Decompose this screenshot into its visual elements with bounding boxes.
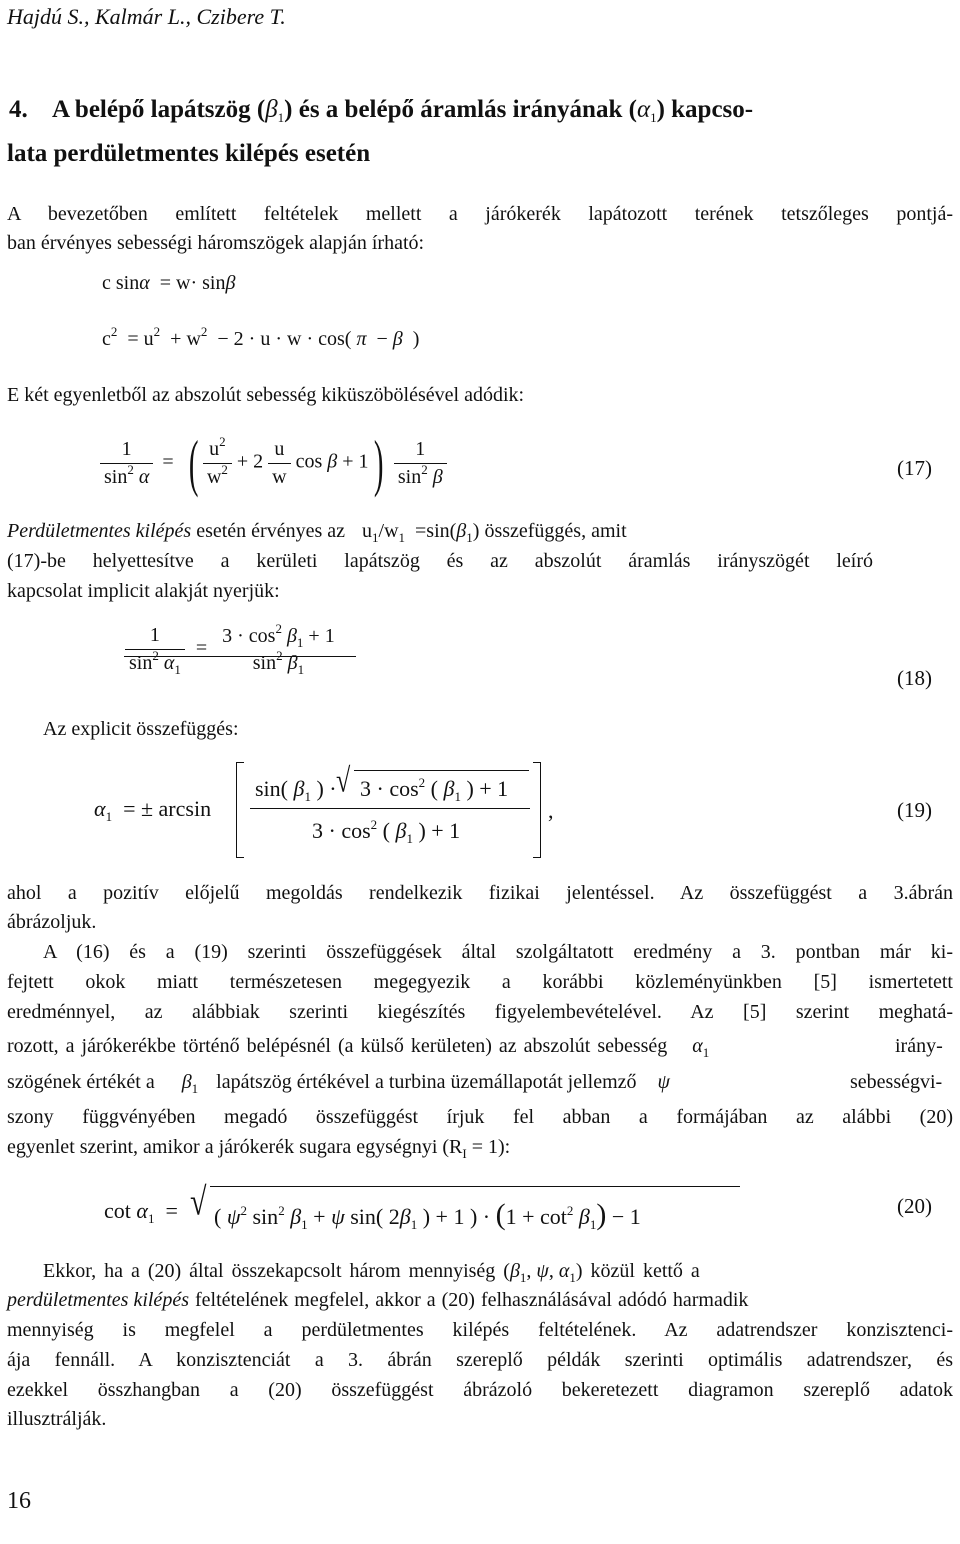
paragraph-line: eredménnyel, az alábbiak szerinti kiegészítés figyelembevételével. Az [5] szerint meghatá-: [7, 1001, 953, 1023]
bracket-right: [533, 762, 541, 858]
equation-number: (19): [897, 798, 932, 822]
paragraph-fragment: egyenlet szerint, amikor a járókerék sugara egységnyi (R: [7, 1136, 463, 1158]
paragraph-fragment: sebességvi-: [850, 1071, 943, 1093]
paragraph-fragment: esetén érvényes az: [191, 520, 351, 542]
paragraph-line: Az explicit összefüggés:: [43, 718, 239, 740]
paragraph-fragment: = 1):: [466, 1136, 511, 1158]
paragraph-fragment: Ekkor, ha a (20) által összekapcsolt három mennyiség (: [43, 1260, 510, 1282]
paragraph-line: (17)-be helyettesítve a kerületi lapátszög és az abszolút áramlás irányszögét leíró: [7, 550, 873, 572]
paragraph-fragment: szögének értékét a: [7, 1071, 155, 1093]
section-heading-line2: lata perdületmentes kilépés esetén: [7, 140, 371, 167]
equation-18: $\frac{1}{\sin^2 \alpha_1}$ = $3 \cdot \cos^2 \beta_1 + 1$ $\sin^2 \beta_1$: [125, 624, 339, 675]
sqrt-bar: [210, 1186, 740, 1187]
paragraph-line: A bevezetőben említett feltételek mellett a járókerék lapátozott terének tetszőleges pontjá-: [7, 203, 953, 225]
paragraph-line: egyenlet szerint, amikor a járókerék sugara egységnyi $(R_I = 1)$:: [7, 1136, 511, 1161]
equation-velocity-triangle-1: c sinα = w· sinβ: [102, 272, 236, 294]
paragraph-line: fejtett okok miatt természetesen megegyezik a korábbi közleményünkben [5] ismertetett: [7, 971, 953, 993]
paragraph-fragment: lapátszög értékével a turbina üzemállapotát jellemző: [216, 1071, 637, 1093]
equation-19-lhs: $\alpha_1$ = ± arcsin: [94, 796, 212, 824]
sqrt-icon: √: [336, 761, 351, 800]
equation-20: $\cot \alpha_1$ =: [104, 1198, 178, 1226]
paragraph-line: Ekkor, ha a (20) által összekapcsolt három mennyiség ($\beta_1$, ψ, $\alpha_1$) közül kettő a: [43, 1260, 700, 1285]
paragraph-line: E két egyenletből az abszolút sebesség kiküszöbölésével adódik:: [7, 384, 525, 406]
paragraph-fragment: ) közül kettő a: [575, 1260, 700, 1282]
paragraph-line: ezekkel összhangban a (20) összefüggést ábrázoló bekeretezett diagramon szereplő adatok: [7, 1379, 953, 1401]
paragraph-line: Perdületmentes kilépés esetén érvényes az $u_1/w_1 =\sin(\beta_1)$ összefüggés, amit: [7, 520, 627, 545]
paragraph-line: ahol a pozitív előjelű megoldás rendelkezik fizikai jelentéssel. Az összefüggést a 3.ábrán: [7, 882, 953, 904]
paragraph-line: A (16) és a (19) szerinti összefüggések által szolgáltatott eredmény a 3. pontban már ki-: [43, 941, 953, 963]
paragraph-line: ája fennáll. A konzisztenciát a 3. ábrán szereplő példák szerinti optimális adatrendszer, és: [7, 1349, 953, 1371]
paragraph-fragment: feltételének megfelel, akkor a (20) felhasználásával adódó harmadik: [188, 1289, 749, 1311]
paragraph-fragment: rozott, a járókerékbe történő belépésnél (a külső kerületen) az abszolút sebesség: [7, 1035, 668, 1057]
equation-19-denominator: $3 \cdot \cos^2$ ( $\beta_1$ ) + 1: [312, 817, 461, 846]
equation-number: (17): [897, 456, 932, 480]
section-title-part2: ) és a belépő áramlás irányának (: [284, 96, 637, 123]
section-heading: 4. A belépő lapátszög $(\beta_1)$ és a belépő áramlás irányának $(\alpha_1)$ kapcso-: [9, 96, 754, 125]
equation-number: (18): [897, 666, 932, 690]
paragraph-line: kapcsolat implicit alakját nyerjük:: [7, 580, 280, 602]
italic-term: perdületmentes kilépés: [7, 1289, 189, 1311]
comma: ,: [548, 798, 554, 823]
equation-20-radicand: ( $\psi^2$ $\sin^2 \beta_1 + \psi$ sin( $2\beta_1$ ) + 1 ) · $(1 + \cot^2 \beta_1) - 1$: [214, 1198, 641, 1232]
sqrt-icon: √: [190, 1180, 207, 1224]
paragraph-fragment: összefüggés, amit: [479, 520, 627, 542]
section-title-part1: A belépő lapátszög (: [52, 96, 266, 123]
paragraph-line: szögének értékét a $\beta_1$ lapátszög értékével a turbina üzemállapotát jellemző ψ: [7, 1071, 670, 1096]
fraction-bar: [250, 808, 530, 809]
section-number: 4.: [9, 96, 28, 123]
paragraph-fragment: irány-: [895, 1035, 943, 1057]
sqrt-bar: [354, 770, 529, 771]
paragraph-line: rozott, a járókerékbe történő belépésnél (a külső kerületen) az abszolút sebesség $\alpha_1$: [7, 1035, 710, 1060]
equation-17: $\frac{1}{\sin^2 \alpha}$ = ( $\frac{u^2}{w^2}$ + 2 $\frac{u}{w}$ cos β + 1 ) $\frac{1}{\sin^2 \beta}$: [100, 426, 447, 496]
equation-number: (20): [897, 1194, 932, 1218]
paragraph-line: szony függvényében megadó összefüggést írjuk fel abban a formájában az alábbi (20): [7, 1106, 953, 1128]
paragraph-line: ban érvényes sebességi háromszögek alapján írható:: [7, 232, 425, 254]
section-title-part3: ) kapcso-: [656, 96, 754, 123]
bracket-left: [236, 762, 244, 858]
paragraph-line: ábrázoljuk.: [7, 911, 97, 933]
equation-velocity-triangle-2: $c^2 = u^2 + w^2 - 2 \cdot u \cdot w \cdot \cos$( π − β ): [102, 324, 420, 350]
running-header: Hajdú S., Kalmár L., Czibere T.: [7, 4, 286, 29]
equation-19-numerator: sin( $\beta_1$ ) ·: [255, 776, 337, 804]
paragraph-line: illusztrálják.: [7, 1408, 107, 1430]
equation-19-radicand: $3 \cdot \cos^2$ ( $\beta_1$ ) + 1: [360, 775, 509, 804]
fraction-bar: [124, 656, 356, 657]
page-number: 16: [7, 1488, 31, 1514]
paragraph-line: [7, 1285, 953, 1315]
paragraph-line: mennyiség is megfelel a perdületmentes kilépés feltételének. Az adatrendszer konzisztenci-: [7, 1319, 953, 1341]
italic-term: Perdületmentes kilépés: [7, 520, 192, 542]
